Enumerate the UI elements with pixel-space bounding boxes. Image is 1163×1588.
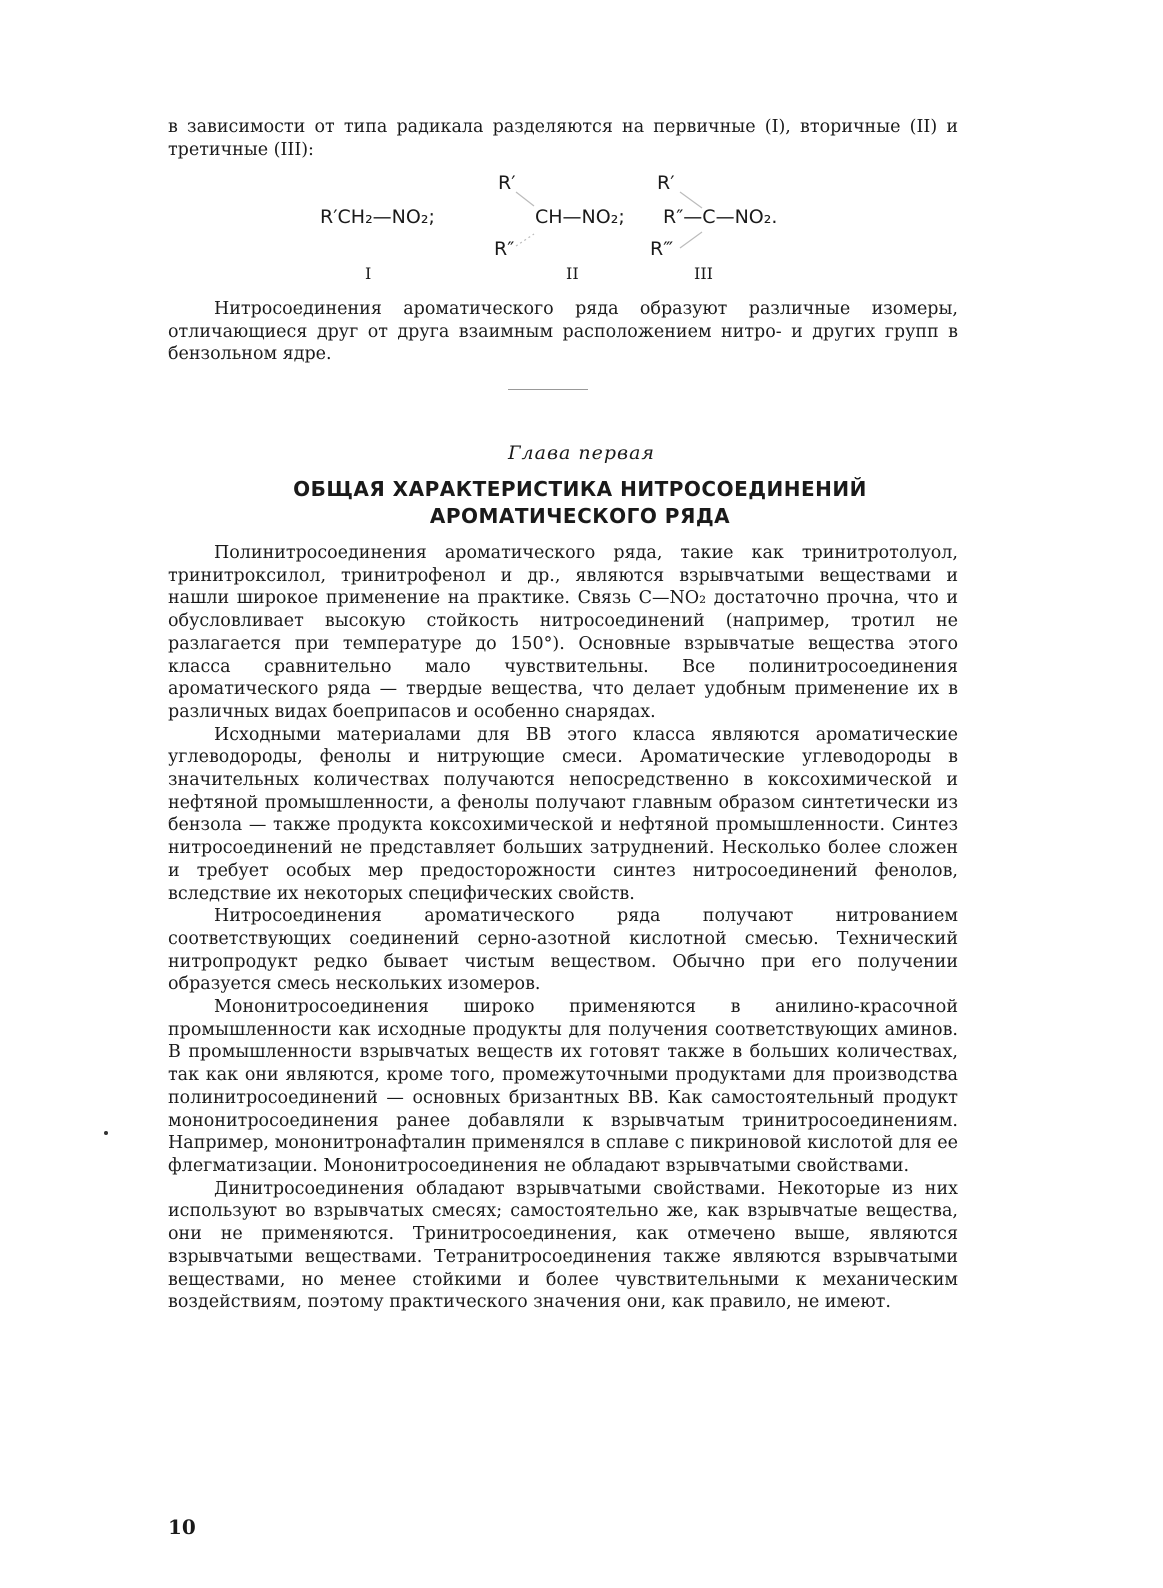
page-number: 10 bbox=[168, 1515, 196, 1539]
chapter-title bbox=[160, 476, 1000, 530]
formula-block bbox=[0, 170, 1163, 288]
label-tertiary: III bbox=[694, 264, 713, 283]
body-paragraph-5: Динитросоединения обладают взрывчатыми свойствами. Некоторые из них используют во взрывчатых смесях; самостоятельно же, как взрывчатые вещества, они не применяются. Тринитросоединения, как отмечено выше, являются взрывчатыми веществами. Тетранитросоединения также являются взрывчатыми веществами, но менее стойкими и более чувствительными к механическим воздействиям, поэтому практического значения они, как правило, не имеют. bbox=[168, 1178, 958, 1313]
formula-tertiary-core: R″—C—NO₂. bbox=[663, 206, 778, 228]
formula-tertiary-r3: R‴ bbox=[650, 238, 674, 260]
formula-primary: R′CH₂—NO₂; bbox=[320, 206, 435, 228]
intro-text-block bbox=[168, 116, 958, 161]
formula-tertiary-r1: R′ bbox=[657, 172, 675, 194]
body-paragraph-4: Мононитросоединения широко применяются в анилино-красочной промышленности как исходные продукты для получения соответствующих аминов. В промышленности взрывчатых веществ их готовят также в больших количествах, так как они являются, кроме того, промежуточными продуктами для производства полинитросоединений — основных бризантных ВВ. Как самостоятельный продукт мононитросоединения ранее добавляли к взрывчатым тринитросоединениям. Например, мононитронафталин применялся в сплаве с пикриновой кислотой для ее флегматизации. Мононитросоединения не обладают взрывчатыми свойствами. bbox=[168, 997, 958, 1176]
formula-secondary-r2: R″ bbox=[494, 238, 515, 260]
print-speck bbox=[104, 1131, 108, 1135]
body-text bbox=[168, 542, 958, 1314]
isomers-text-block bbox=[168, 298, 958, 366]
formula-secondary-core: CH—NO₂; bbox=[535, 206, 625, 228]
isomers-paragraph: Нитросоединения ароматического ряда образуют различные изомеры, отличающиеся друг от друга взаимным расположением нитро- и других групп в бензольном ядре. bbox=[168, 299, 958, 365]
chapter-title-line-1: ОБЩАЯ ХАРАКТЕРИСТИКА НИТРОСОЕДИНЕНИЙ bbox=[293, 477, 867, 501]
formula-secondary-r1: R′ bbox=[498, 172, 516, 194]
label-secondary: II bbox=[566, 264, 579, 283]
body-paragraph-2: Исходными материалами для ВВ этого класса являются ароматические углеводороды, фенолы и нитрующие смеси. Ароматические углеводороды в значительных количествах получаются непосредственно в коксохимической и нефтяной промышленности, а фенолы получают главным образом синтетически из бензола — также продукта коксохимической и нефтяной промышленности. Синтез нитросоединений не представляет больших затруднений. Несколько более сложен и требует особых мер предосторожности синтез нитросоединений фенолов, вследствие их некоторых специфических свойств. bbox=[168, 724, 958, 904]
section-divider bbox=[508, 389, 588, 390]
body-paragraph-1: Полинитросоединения ароматического ряда, такие как тринитротолуол, тринитроксилол, тринитрофенол и др., являются взрывчатыми веществами и нашли широкое применение на практике. Связь C—NO₂ достаточно прочна, что и обусловливает высокую стойкость нитросоединений (например, тротил не разлагается при температуре до 150°). Основные взрывчатые вещества этого класса сравнительно мало чувствительны. Все полинитросоединения ароматического ряда — твердые вещества, что делает удобным применение их в различных видах боеприпасов и особенно снарядах. bbox=[168, 543, 958, 722]
label-primary: I bbox=[365, 264, 372, 283]
intro-paragraph: в зависимости от типа радикала разделяются на первичные (I), вторичные (II) и третичные (III): bbox=[168, 117, 958, 160]
chapter-title-line-2: АРОМАТИЧЕСКОГО РЯДА bbox=[429, 504, 731, 528]
tertiary-bonds bbox=[676, 188, 716, 252]
chapter-label: Глава первая bbox=[507, 442, 656, 464]
body-paragraph-3: Нитросоединения ароматического ряда получают нитрованием соответствующих соединений серно-азотной кислотной смесью. Технический нитропродукт редко бывает чистым веществом. Обычно при его получении образуется смесь нескольких изомеров. bbox=[168, 906, 958, 995]
secondary-bonds bbox=[510, 190, 550, 250]
